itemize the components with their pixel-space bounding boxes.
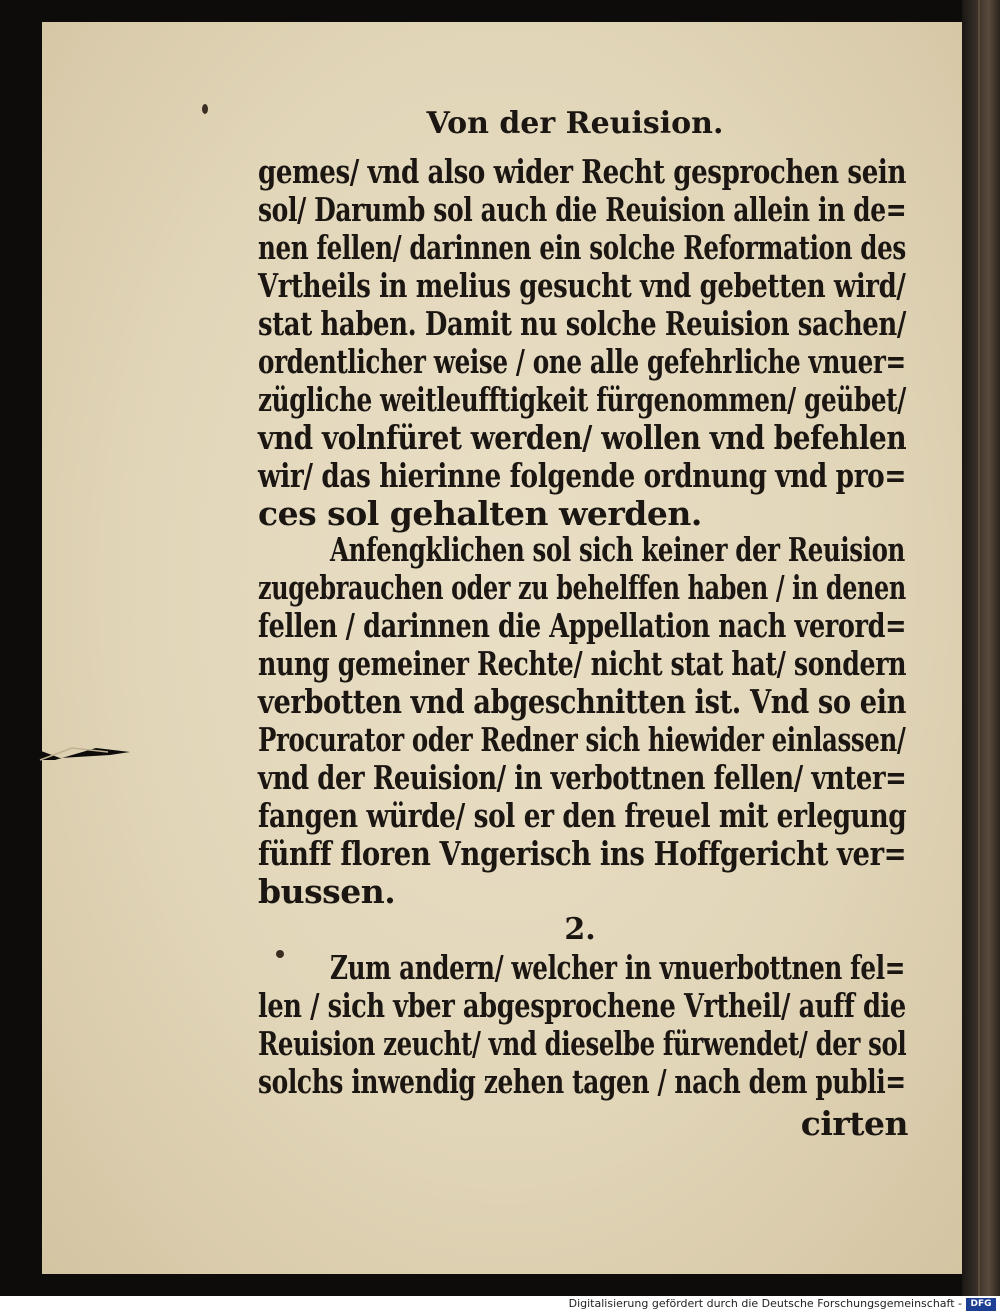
text-line: zugebrauchen oder zu behelffen haben / in denen (258, 568, 906, 607)
text-line: ces sol gehalten werden. (258, 494, 702, 533)
text-line: bussen. (258, 872, 396, 911)
text-line: verbotten vnd abgeschnitten ist. Vnd so ein (258, 682, 907, 721)
catchword: cirten (800, 1104, 908, 1143)
text-line: sol/ Darumb sol auch die Reuision allein in de= (258, 190, 907, 229)
footer-credit: Digitalisierung gefördert durch die Deutsche Forschungsgemeinschaft - (568, 1297, 962, 1310)
section-number (0, 912, 1000, 947)
section-number-text: 2. (564, 912, 596, 947)
text-line: Anfengklichen sol sich keiner der Reuision (330, 530, 905, 569)
text-line: gemes/ vnd also wider Recht gesprochen sein (258, 152, 907, 191)
text-line: solchs inwendig zehen tagen / nach dem publi= (258, 1062, 906, 1101)
text-line: vnd der Reuision/ in verbottnen fellen/ vnter= (258, 758, 907, 797)
book-spine (962, 0, 1000, 1296)
spine-edge (978, 0, 980, 1296)
text-line: wir/ das hierinne folgende ordnung vnd pro= (258, 456, 907, 495)
text-line: nung gemeiner Rechte/ nicht stat hat/ sondern (258, 644, 907, 683)
text-line: Procurator oder Redner sich hiewider einlassen/ (258, 720, 906, 759)
text-line: ordentlicher weise / one alle gefehrliche vnuer= (258, 342, 906, 381)
text-line: nen fellen/ darinnen ein solche Reformation des (258, 228, 906, 267)
text-line: Reuision zeucht/ vnd dieselbe fürwendet/ der sol (258, 1024, 907, 1063)
text-line: fellen / darinnen die Appellation nach verord= (258, 606, 907, 645)
text-line: len / sich vber abgesprochene Vrtheil/ auff die (258, 986, 906, 1025)
text-line: zügliche weitleufftigkeit fürgenommen/ geübet/ (258, 380, 906, 419)
running-head (0, 106, 1000, 141)
running-head-text: Von der Reuision. (426, 106, 724, 141)
text-line: Zum andern/ welcher in vnuerbottnen fel= (330, 948, 905, 987)
dfg-logo: DFG (966, 1298, 996, 1311)
text-line: vnd volnfüret werden/ wollen vnd befehlen (258, 418, 907, 457)
ink-spot (276, 950, 284, 958)
text-line: Vrtheils in melius gesucht vnd gebetten wird/ (258, 266, 906, 305)
text-line: stat haben. Damit nu solche Reuision sachen/ (258, 304, 906, 343)
footer-bar (0, 1296, 1000, 1314)
text-line: fangen würde/ sol er den freuel mit erlegung (258, 796, 907, 835)
text-line: fünff floren Vngerisch ins Hoffgericht ver= (258, 834, 907, 873)
